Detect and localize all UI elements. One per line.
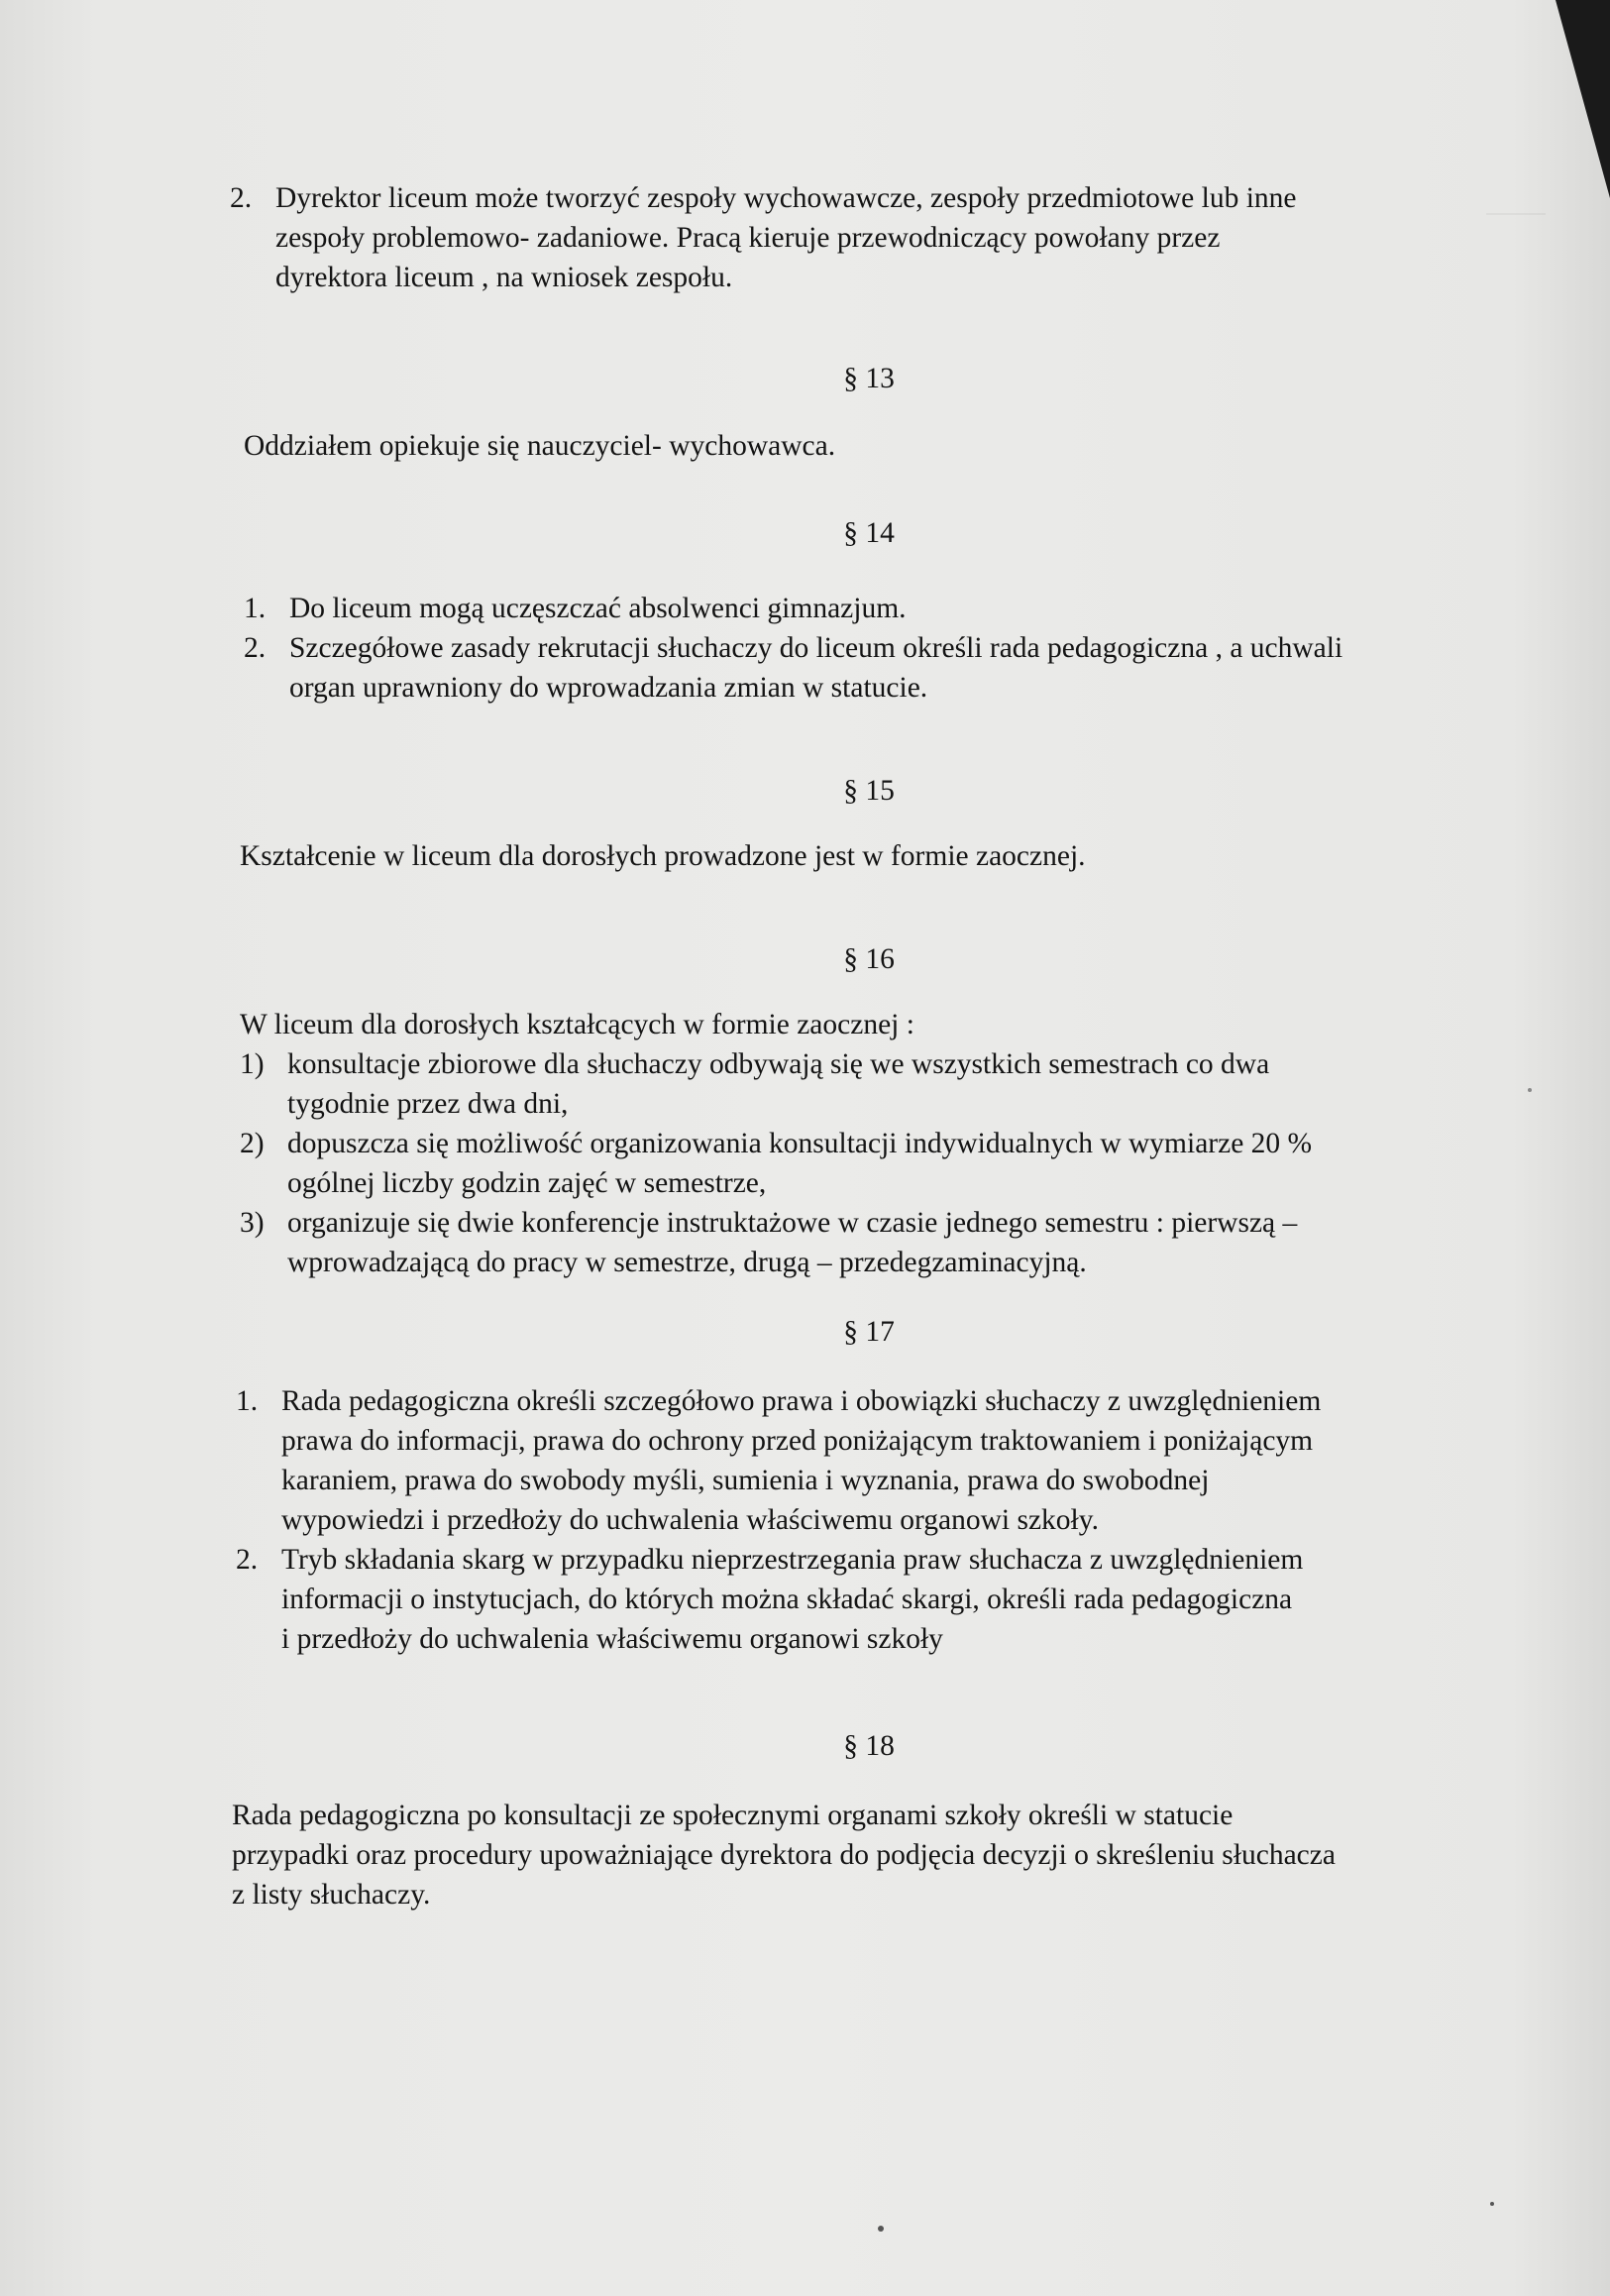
section-16-intro: W liceum dla dorosłych kształcących w formie zaocznej :: [240, 1009, 914, 1040]
text-line: konsultacje zbiorowe dla słuchaczy odbywają się we wszystkich semestrach co dwa: [287, 1048, 1270, 1080]
text-line: i przedłoży do uchwalenia właściwemu organowi szkoły: [281, 1623, 943, 1655]
item-text: [281, 1540, 1508, 1659]
section-heading-14: § 14: [843, 517, 895, 549]
item-text: [281, 1381, 1508, 1540]
text-line: organizuje się dwie konferencje instruktażowe w czasie jednego semestru : pierwszą –: [287, 1207, 1298, 1239]
item-number: 2): [240, 1128, 265, 1159]
text-line: prawa do informacji, prawa do ochrony przed poniżającym traktowaniem i poniżającym: [281, 1425, 1314, 1457]
list-item: [240, 1124, 1508, 1203]
section-heading-17: § 17: [843, 1316, 895, 1348]
text-line: ogólnej liczby godzin zajęć w semestrze,: [287, 1167, 767, 1199]
item-number: 1): [240, 1048, 265, 1080]
list-item: [230, 178, 1508, 297]
text-line: Rada pedagogiczna określi szczegółowo prawa i obowiązki słuchaczy z uwzględnieniem: [281, 1385, 1322, 1417]
text-line: wypowiedzi i przedłoży do uchwalenia właściwemu organowi szkoły.: [281, 1504, 1099, 1536]
section-15-text: Kształcenie w liceum dla dorosłych prowadzone jest w formie zaocznej.: [240, 840, 1086, 872]
section-heading-16: § 16: [843, 943, 895, 975]
item-text: [289, 589, 1508, 628]
item-number: 2.: [244, 632, 267, 664]
text-line: Do liceum mogą uczęszczać absolwenci gimnazjum.: [289, 593, 907, 624]
item-number: 2.: [236, 1544, 259, 1576]
text-line: zespoły problemowo- zadaniowe. Pracą kieruje przewodniczący powołany przez: [275, 222, 1221, 254]
text-line: z listy słuchaczy.: [232, 1879, 431, 1911]
text-line: Szczegółowe zasady rekrutacji słuchaczy do liceum określi rada pedagogiczna , a uchwali: [289, 632, 1343, 664]
text-line: Dyrektor liceum może tworzyć zespoły wychowawcze, zespoły przedmiotowe lub inne: [275, 182, 1297, 214]
list-item: [236, 1540, 1508, 1659]
list-item: [236, 1381, 1508, 1540]
list-item: [244, 589, 1508, 628]
item-number: 3): [240, 1207, 265, 1239]
item-text: [275, 178, 1508, 297]
text-line: wprowadzającą do pracy w semestrze, drugą – przedegzaminacyjną.: [287, 1247, 1087, 1278]
list-item: [240, 1203, 1508, 1282]
list-item: [244, 628, 1508, 708]
section-heading-18: § 18: [843, 1730, 895, 1762]
item-number: 1.: [236, 1385, 259, 1417]
text-line: dyrektora liceum , na wniosek zespołu.: [275, 262, 733, 293]
section-18-text: [232, 1796, 1508, 1914]
text-line: informacji o instytucjach, do których można składać skargi, określi rada pedagogiczna: [281, 1584, 1293, 1615]
scan-speck: [1528, 1088, 1532, 1092]
scan-corner-shadow: [1556, 0, 1610, 198]
scan-speck: [878, 2226, 884, 2232]
text-line: Rada pedagogiczna po konsultacji ze społecznymi organami szkoły określi w statucie: [232, 1800, 1234, 1831]
text-line: dopuszcza się możliwość organizowania konsultacji indywidualnych w wymiarze 20 %: [287, 1128, 1313, 1159]
text-line: tygodnie przez dwa dni,: [287, 1088, 569, 1120]
text-line: karaniem, prawa do swobody myśli, sumienia i wyznania, prawa do swobodnej: [281, 1465, 1210, 1496]
item-text: [289, 628, 1508, 708]
item-text: [287, 1044, 1508, 1124]
text-line: organ uprawniony do wprowadzania zmian w statucie.: [289, 672, 928, 704]
item-number: 1.: [244, 593, 267, 624]
item-text: [287, 1124, 1508, 1203]
section-heading-15: § 15: [843, 775, 895, 807]
section-heading-13: § 13: [843, 363, 895, 394]
section-13-text: Oddziałem opiekuje się nauczyciel- wychowawca.: [244, 430, 836, 462]
document-body: [230, 178, 1508, 1914]
list-item: [240, 1044, 1508, 1124]
item-number: 2.: [230, 182, 253, 214]
scan-speck: [1490, 2202, 1494, 2206]
text-line: Tryb składania skarg w przypadku nieprzestrzegania praw słuchacza z uwzględnieniem: [281, 1544, 1304, 1576]
text-line: przypadki oraz procedury upoważniające dyrektora do podjęcia decyzji o skreśleniu słuchacza: [232, 1839, 1336, 1871]
item-text: [287, 1203, 1508, 1282]
